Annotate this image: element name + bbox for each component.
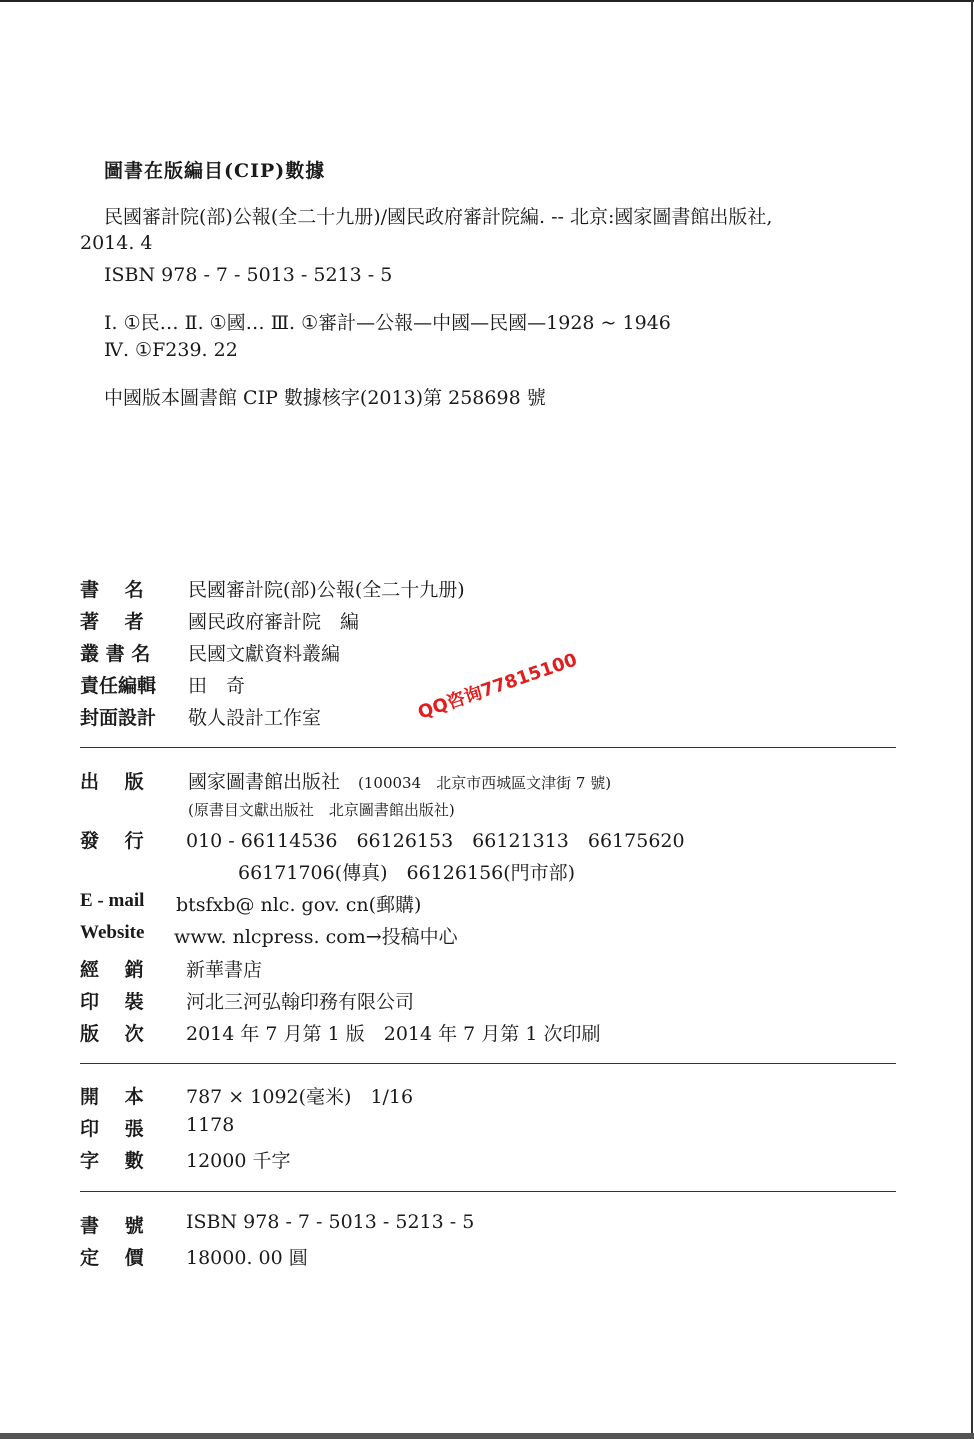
author-value: 國民政府審計院 編 [188, 611, 360, 633]
editor-label: 責任編輯 [80, 675, 157, 697]
seller-label: 經 銷 [80, 959, 144, 981]
sheets-label: 印 張 [80, 1118, 144, 1140]
title-label: 書 名 [80, 579, 144, 601]
distribution-phones-2: 66171706(傳真) 66126156(門市部) [238, 862, 576, 884]
sheets-value: 1178 [186, 1114, 235, 1136]
divider [80, 1063, 896, 1064]
cip-classification: Ⅰ. ①民… Ⅱ. ①國… Ⅲ. ①審計—公報—中國—民國—1928 ~ 1946 [104, 312, 671, 334]
bottom-border [0, 1433, 974, 1439]
series-value: 民國文獻資料叢編 [188, 643, 341, 665]
printer-value: 河北三河弘翰印務有限公司 [186, 991, 415, 1013]
divider [80, 1191, 896, 1192]
isbn-label: 書 號 [80, 1215, 144, 1237]
word-count-value: 12000 千字 [186, 1150, 291, 1172]
cip-isbn: ISBN 978 - 7 - 5013 - 5213 - 5 [104, 264, 393, 286]
divider [80, 747, 896, 748]
printer-label: 印 裝 [80, 991, 144, 1013]
website-value: www. nlcpress. com→投稿中心 [174, 926, 458, 948]
cip-entry-date: 2014. 4 [80, 232, 153, 254]
right-border [971, 0, 973, 1439]
cip-classification-2: Ⅳ. ①F239. 22 [104, 339, 238, 361]
author-label: 著 者 [80, 611, 144, 633]
series-label: 叢 書 名 [80, 643, 151, 665]
title-value: 民國審計院(部)公報(全二十九册) [188, 579, 465, 601]
email-label: E - mail [80, 890, 145, 911]
edition-label: 版 次 [80, 1023, 144, 1045]
website-label: Website [80, 922, 145, 943]
price-value: 18000. 00 圓 [186, 1247, 308, 1269]
price-label: 定 價 [80, 1247, 144, 1269]
edition-value: 2014 年 7 月第 1 版 2014 年 7 月第 1 次印刷 [186, 1023, 601, 1045]
isbn-value: ISBN 978 - 7 - 5013 - 5213 - 5 [186, 1211, 475, 1233]
top-border [0, 0, 974, 2]
publisher-value: 國家圖書館出版社 [188, 771, 341, 793]
publisher-address: (100034 北京市西城區文津街 7 號) [358, 774, 612, 792]
cip-entry: 民國審計院(部)公報(全二十九册)/國民政府審計院編. -- 北京:國家圖書館出版社, [104, 206, 773, 228]
distribution-label: 發 行 [80, 830, 144, 852]
format-value: 787 × 1092(毫米) 1/16 [186, 1086, 414, 1108]
cover-design-label: 封面設計 [80, 707, 157, 729]
publisher-former-names: (原書目文獻出版社 北京圖書館出版社) [188, 801, 455, 819]
editor-value: 田 奇 [188, 675, 246, 697]
seller-value: 新華書店 [186, 959, 263, 981]
email-value: btsfxb@ nlc. gov. cn(郵購) [176, 894, 422, 916]
cover-design-value: 敬人設計工作室 [188, 707, 322, 729]
publisher-label: 出 版 [80, 771, 144, 793]
cip-verification: 中國版本圖書館 CIP 數據核字(2013)第 258698 號 [104, 387, 546, 409]
format-label: 開 本 [80, 1086, 144, 1108]
distribution-phones: 010 - 66114536 66126153 66121313 66175620 [186, 830, 685, 852]
cip-title: 圖書在版編目(CIP)數據 [104, 160, 326, 182]
watermark-text: QQ咨询77815100 [415, 649, 580, 724]
word-count-label: 字 數 [80, 1150, 144, 1172]
